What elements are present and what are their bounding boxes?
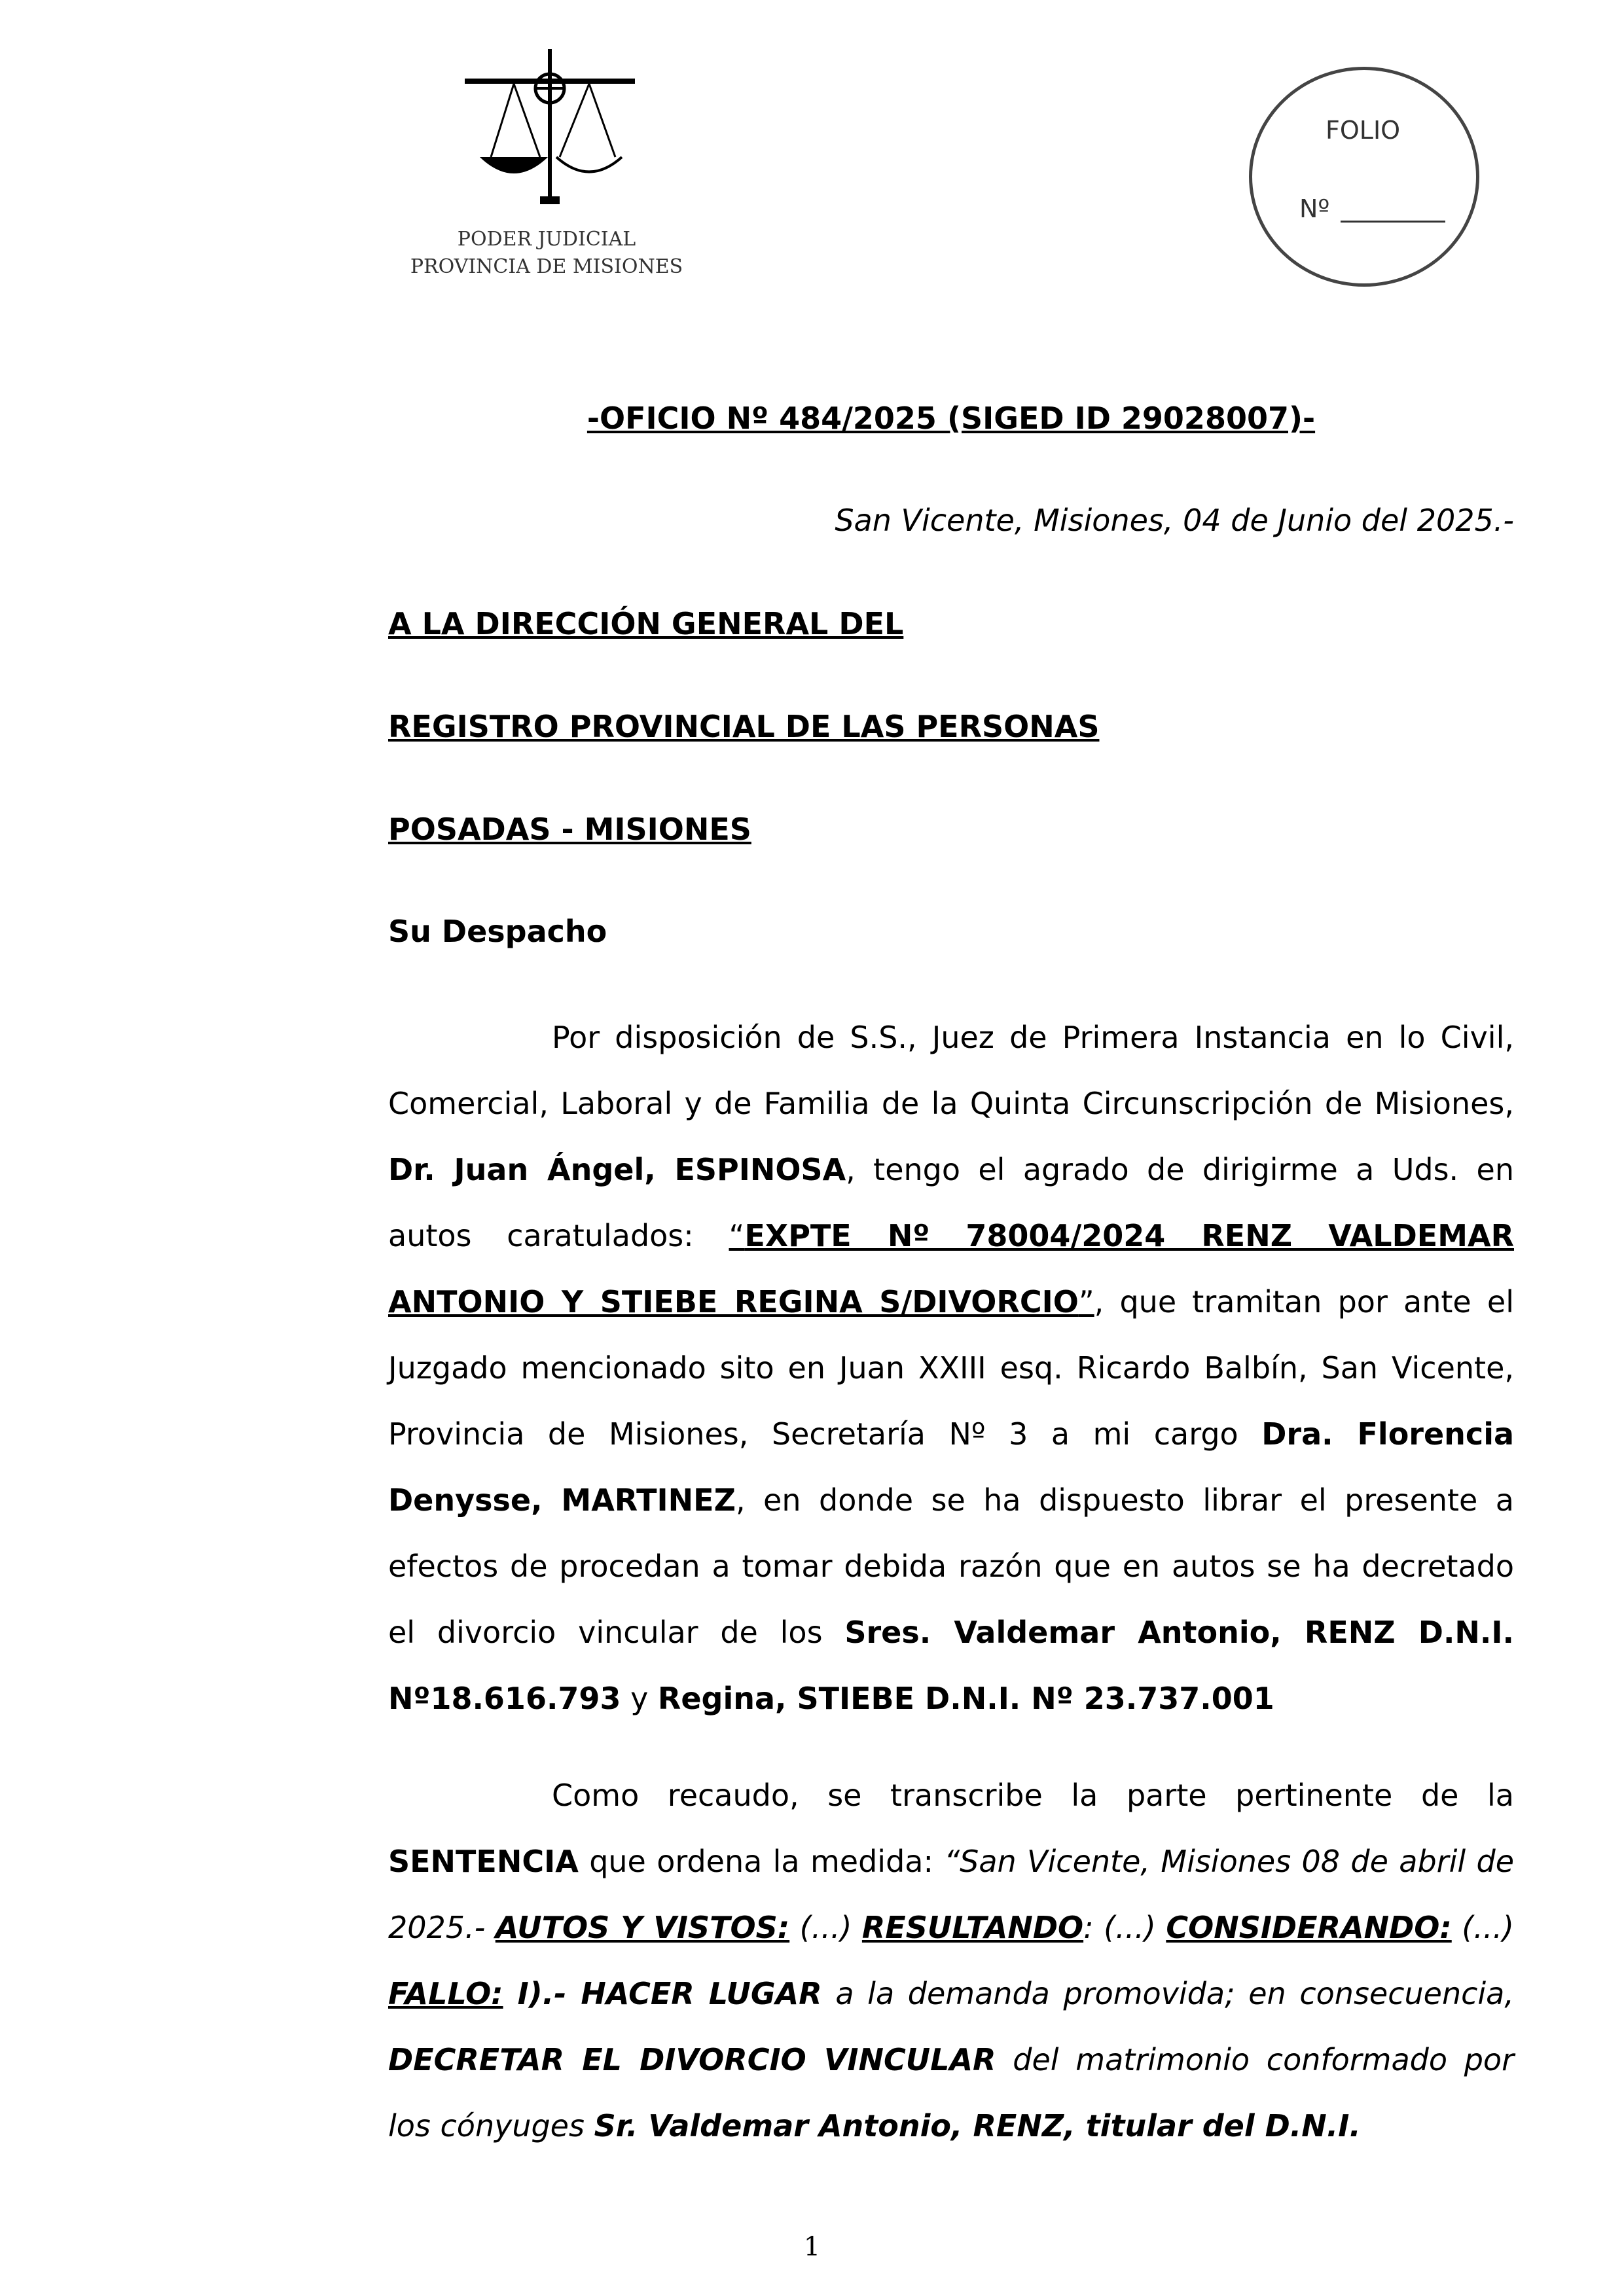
spouse-name: Sr. Valdemar Antonio, RENZ, titular del D.N.I. — [594, 2108, 1361, 2144]
hacer-lugar: I).- HACER LUGAR — [503, 1976, 822, 2011]
quote-text: del matrimonio conformado por los cónyuges — [388, 2042, 1514, 2144]
scales-of-justice-icon — [442, 39, 651, 216]
quote-mark: “ — [729, 1218, 745, 1253]
sentencia-label: SENTENCIA — [388, 1844, 579, 1879]
resultando-label: RESULTANDO — [861, 1910, 1084, 1945]
body-paragraph-2 — [388, 1763, 1514, 2159]
seal-line-1: PODER JUDICIAL — [457, 228, 636, 251]
secretary-name: Dra. Florencia Denysse, MARTINEZ — [388, 1416, 1515, 1518]
text: , en donde se ha dispuesto librar el presente a efectos de procedan a tomar debida razón que en autos se ha decretado el divorcio vincular de los — [388, 1482, 1514, 1650]
folio-number-label: Nº — [1299, 194, 1330, 223]
text: , tengo el agrado de dirigirme a Uds. en autos caratulados: — [388, 1152, 1514, 1253]
folio-number-blank — [1341, 221, 1445, 223]
text: que ordena la medida: — [578, 1844, 945, 1879]
text: Por disposición de S.S., Juez de Primera Instancia en lo Civil, Comercial, Laboral y de Familia de la Quinta Circunscripción de Misiones, — [388, 1020, 1514, 1121]
page-number: 1 — [803, 2232, 821, 2262]
body-paragraph-1 — [388, 1005, 1514, 1732]
decretar-divorcio: DECRETAR EL DIVORCIO VINCULAR — [388, 2042, 996, 2077]
recipient-line-1: A LA DIRECCIÓN GENERAL DEL — [388, 606, 904, 641]
ellipsis: : (...) — [1083, 1910, 1166, 1945]
quote-mark: ” — [1078, 1284, 1094, 1319]
fallo-label: FALLO: — [388, 1976, 503, 2011]
text: y — [621, 1681, 658, 1716]
quote-text: a la demanda promovida; en consecuencia, — [821, 1976, 1514, 2011]
folio-stamp — [1249, 67, 1479, 287]
folio-label: FOLIO — [1326, 116, 1401, 145]
date-line: San Vicente, Misiones, 04 de Junio del 2025.- — [835, 503, 1514, 538]
party-1: Sres. Valdemar Antonio, RENZ D.N.I. Nº18.616.793 — [388, 1615, 1514, 1716]
case-title: EXPTE Nº 78004/2024 RENZ VALDEMAR ANTONIO Y STIEBE REGINA S/DIVORCIO — [388, 1218, 1514, 1319]
text: , que tramitan por ante el Juzgado mencionado sito en Juan XXIII esq. Ricardo Balbín, San Vicente, Provincia de Misiones, Secretaría Nº 3 a mi cargo — [388, 1284, 1514, 1452]
recipient-line-3: POSADAS - MISIONES — [388, 812, 751, 847]
party-2: Regina, STIEBE D.N.I. Nº 23.737.001 — [657, 1681, 1274, 1716]
judge-name: Dr. Juan Ángel, ESPINOSA — [388, 1152, 846, 1187]
autos-label: AUTOS Y VISTOS: — [495, 1910, 790, 1945]
recipient-line-2: REGISTRO PROVINCIAL DE LAS PERSONAS — [388, 709, 1100, 744]
judicial-seal — [406, 39, 687, 295]
document-title: -OFICIO Nº 484/2025 (SIGED ID 29028007)- — [586, 401, 1316, 436]
seal-line-2: PROVINCIA DE MISIONES — [410, 255, 683, 278]
text: Como recaudo, se transcribe la parte pertinente de la — [552, 1778, 1514, 1813]
ellipsis: (...) — [789, 1910, 862, 1945]
quote-text: “San Vicente, Misiones 08 de abril de 2025.- — [388, 1844, 1514, 1945]
considerando-label: CONSIDERANDO: — [1166, 1910, 1452, 1945]
ellipsis: (...) — [1451, 1910, 1514, 1945]
salutation: Su Despacho — [388, 914, 607, 949]
